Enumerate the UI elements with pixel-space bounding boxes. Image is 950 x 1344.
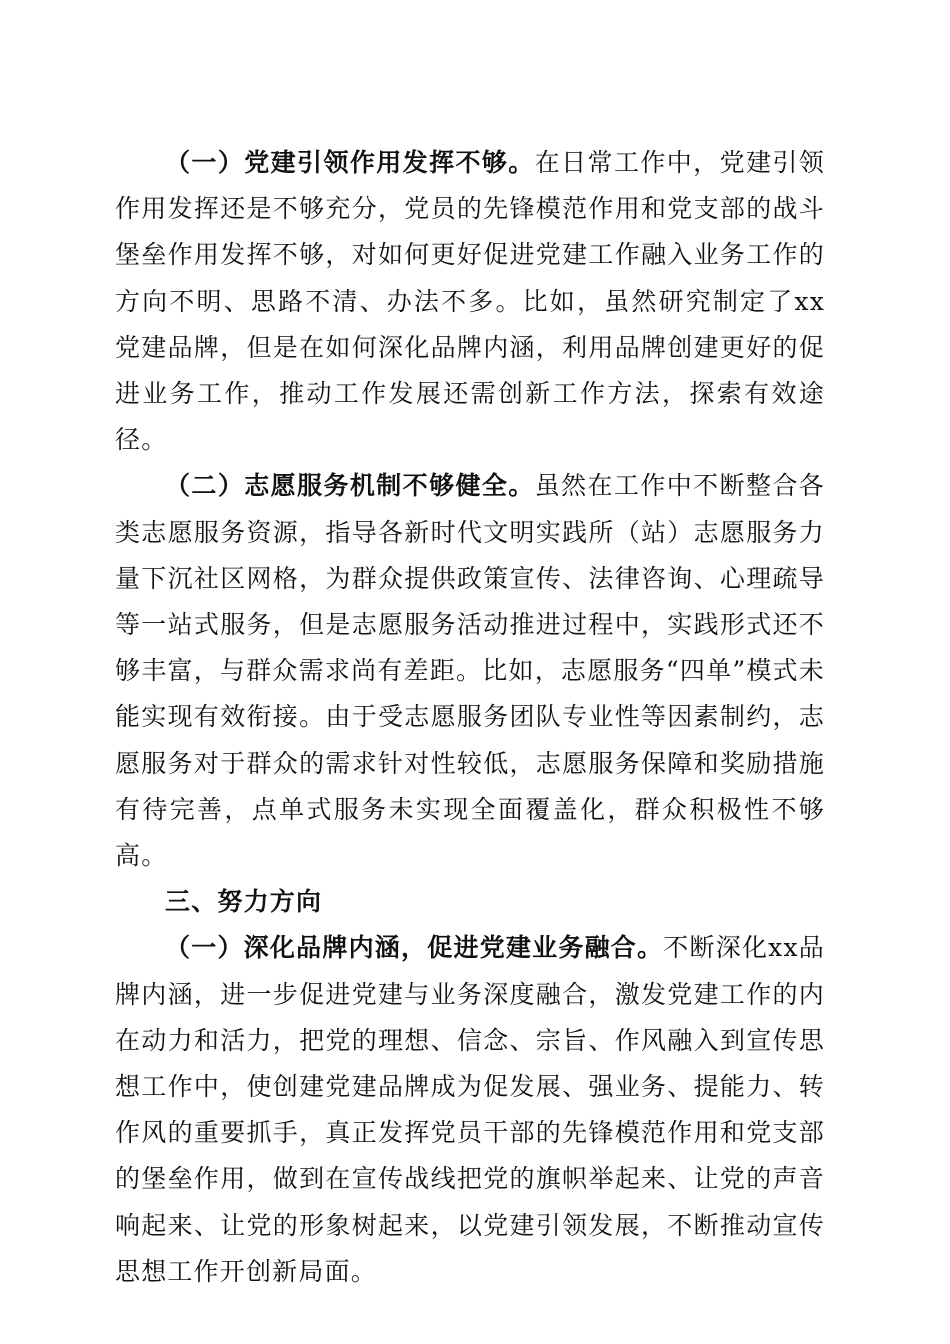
paragraph-brand-deepening [115,925,825,1295]
document-body [115,140,825,1295]
section-heading-direction: 三、努力方向 [165,887,323,917]
paragraph-lead: （一）党建引领作用发挥不够。 [165,148,535,177]
paragraph-text: 不断深化xx品牌内涵，进一步促进党建与业务深度融合，激发党建工作的内在动力和活力，把党的理想、信念、宗旨、作风融入到宣传思想工作中，使创建党建品牌成为促发展、强业务、提能力、转作风的重要抓手，真正发挥党员干部的先锋模范作用和党支部的堡垒作用，做到在宣传战线把党的旗帜举起来、让党的声音响起来、让党的形象树起来，以党建引领发展，不断推动宣传思想工作开创新局面。 [115,933,825,1286]
paragraph-lead: （一）深化品牌内涵，促进党建业务融合。 [165,933,664,963]
paragraph-lead: （二）志愿服务机制不够健全。 [165,471,535,501]
paragraph-text: 虽然在工作中不断整合各类志愿服务资源，指导各新时代文明实践所（站）志愿服务力量下沉社区网格，为群众提供政策宣传、法律咨询、心理疏导等一站式服务，但是志愿服务活动推进过程中，实践形式还不够丰富，与群众需求尚有差距。比如，志愿服务“四单”模式未能实现有效衔接。由于受志愿服务团队专业性等因素制约，志愿服务对于群众的需求针对性较低，志愿服务保障和奖励措施有待完善，点单式服务未实现全面覆盖化，群众积极性不够高。 [115,471,825,871]
paragraph-volunteer-service [115,463,825,879]
paragraph-party-leadership [115,140,825,463]
paragraph-text: 在日常工作中，党建引领作用发挥还是不够充分，党员的先锋模范作用和党支部的战斗堡垒作用发挥不够，对如何更好促进党建工作融入业务工作的方向不明、思路不清、办法不多。比如，虽然研究制定了xx党建品牌，但是在如何深化品牌内涵，利用品牌创建更好的促进业务工作，推动工作发展还需创新工作方法，探索有效途径。 [115,148,825,455]
